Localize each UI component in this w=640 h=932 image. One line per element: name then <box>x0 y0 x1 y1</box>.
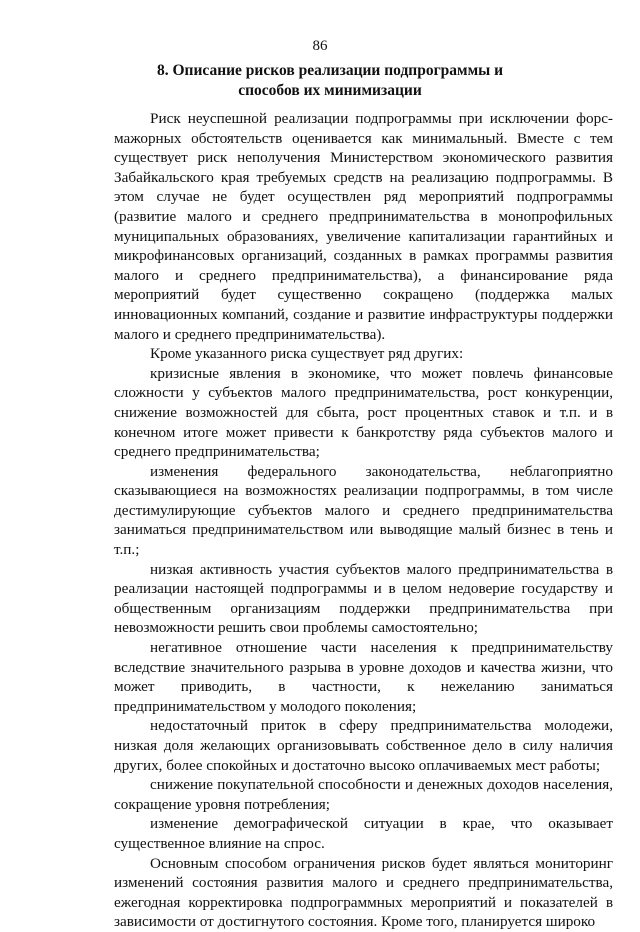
paragraph-main-risk: Риск неуспешной реализации подпрограммы при исключении форс-мажорных обстоятельств оценивается как минимальный. Вместе с тем существует риск неполучения Министерством экономического развития Забайкальского края требуемых средств на реализацию подпрограммы. В этом случае не будет осуществлен ряд мероприятий подпрограммы (развитие малого и среднего предпринимательства в монопрофильных муниципальных образованиях, увеличение капитализации гарантийных и микрофинансовых организаций, созданных в рамках программы развития малого и среднего предпринимательства), а финансирование ряда мероприятий будет существенно сокращено (поддержка малых инновационных компаний, создание и развитие инфраструктуры поддержки малого и среднего предпринимательства). <box>114 110 613 343</box>
section-body <box>114 109 613 932</box>
page-number: 86 <box>312 38 328 54</box>
paragraph-mitigation: Основным способом ограничения рисков будет являться мониторинг изменений состояния развития малого и среднего предпринимательства, ежегодная корректировка подпрограммных мероприятий и показателей в зависимости от достигнутого состояния. Кроме того, планируется широко <box>114 854 613 931</box>
risk-item-youth-inflow: недостаточный приток в сферу предпринимательства молодежи, низкая доля желающих организовывать собственное дело в силу наличия других, более спокойных и достаточно высоко оплачиваемых мест работы; <box>114 717 613 774</box>
risk-item-purchasing-power: снижение покупательной способности и денежных доходов населения, сокращение уровня потребления; <box>114 776 613 813</box>
risk-item-crisis: кризисные явления в экономике, что может повлечь финансовые сложности у субъектов малого предпринимательства, рост конкуренции, снижение возможностей для сбыта, рост процентных ставок и т.п. и в конечном итоге может привести к банкротству ряда субъектов малого и среднего предпринимательства; <box>114 364 613 461</box>
risk-item-negative-attitude: негативное отношение части населения к предпринимательству вследствие значительного разрыва в уровне доходов и качества жизни, что может приводить, в частности, к нежеланию заниматься предпринимательством у молодого поколения; <box>114 639 613 715</box>
risk-item-demographics: изменение демографической ситуации в крае, что оказывает существенное влияние на спрос. <box>114 815 613 852</box>
section-heading: 8. Описание рисков реализации подпрограммы и способов их минимизации <box>156 62 504 99</box>
risk-item-low-activity: низкая активность участия субъектов малого предпринимательства в реализации настоящей подпрограммы и в целом недоверие государству и общественным организациям поддержки предпринимательства при невозможности решить свои проблемы самостоятельно; <box>114 560 613 637</box>
risk-item-legislation: изменения федерального законодательства, неблагоприятно сказывающиеся на возможностях реализации подпрограммы, в том числе дестимулирующие субъектов малого и среднего предпринимательства заниматься предпринимательством или выводящие малый бизнес в тень и т.п.; <box>114 462 613 559</box>
paragraph-other-risks-intro: Кроме указанного риска существует ряд других: <box>150 345 464 363</box>
